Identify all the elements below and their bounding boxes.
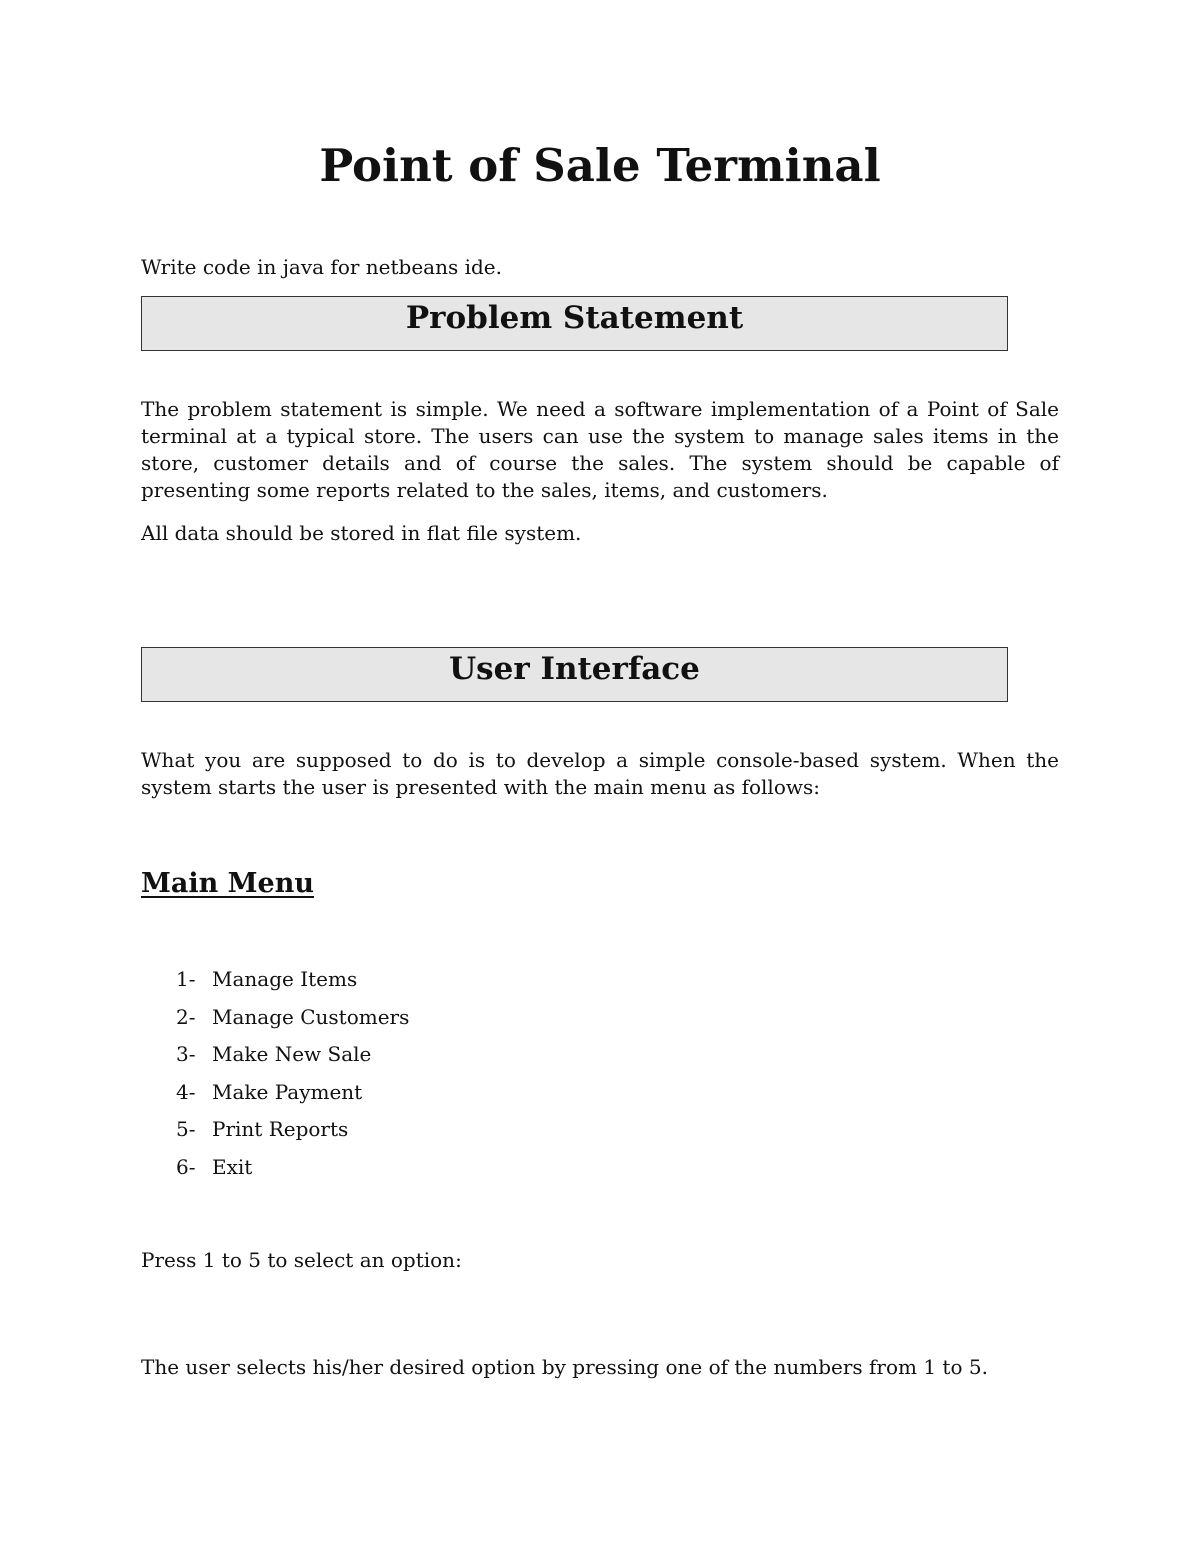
closing-text: The user selects his/her desired option by pressing one of the numbers from 1 to 5.	[141, 1355, 988, 1379]
user-interface-banner	[141, 647, 1008, 702]
menu-item-label: Make Payment	[212, 1079, 363, 1104]
menu-item	[176, 1004, 409, 1042]
menu-item	[176, 966, 409, 1004]
intro-text: Write code in java for netbeans ide.	[141, 255, 502, 279]
menu-item	[176, 1116, 409, 1154]
user-interface-heading: User Interface	[449, 651, 700, 687]
problem-statement-banner	[141, 296, 1008, 351]
menu-item-number: 1-	[176, 967, 196, 991]
menu-item	[176, 1154, 409, 1192]
document-title: Point of Sale Terminal	[319, 139, 881, 192]
flat-file-paragraph: All data should be stored in flat file system.	[141, 521, 582, 545]
menu-item	[176, 1079, 409, 1117]
menu-item-number: 5-	[176, 1117, 196, 1142]
menu-item-label: Print Reports	[212, 1117, 349, 1142]
menu-item-label: Exit	[212, 1154, 253, 1179]
user-interface-paragraph: What you are supposed to do is to develop a simple console-based system. When the system starts the user is presented with the main menu as follows:	[141, 748, 1059, 799]
main-menu-list	[176, 966, 409, 1192]
menu-item-number: 4-	[176, 1079, 196, 1104]
menu-item-number: 2-	[176, 1004, 196, 1029]
menu-item-number: 6-	[176, 1154, 196, 1179]
menu-item-label: Manage Items	[212, 967, 358, 991]
problem-statement-paragraph: The problem statement is simple. We need a software implementation of a Point of Sale terminal at a typical store. The users can use the system to manage sales items in the store, customer details and of course the sales. The system should be capable of presenting some reports related to the sales, items, and customers.	[141, 397, 1059, 502]
menu-item-label: Make New Sale	[212, 1042, 372, 1067]
menu-item-number: 3-	[176, 1042, 196, 1067]
main-menu-heading: Main Menu	[141, 868, 314, 899]
problem-statement-heading: Problem Statement	[405, 300, 744, 336]
menu-prompt-text: Press 1 to 5 to select an option:	[141, 1248, 462, 1272]
menu-item	[176, 1041, 409, 1079]
menu-item-label: Manage Customers	[212, 1004, 410, 1029]
